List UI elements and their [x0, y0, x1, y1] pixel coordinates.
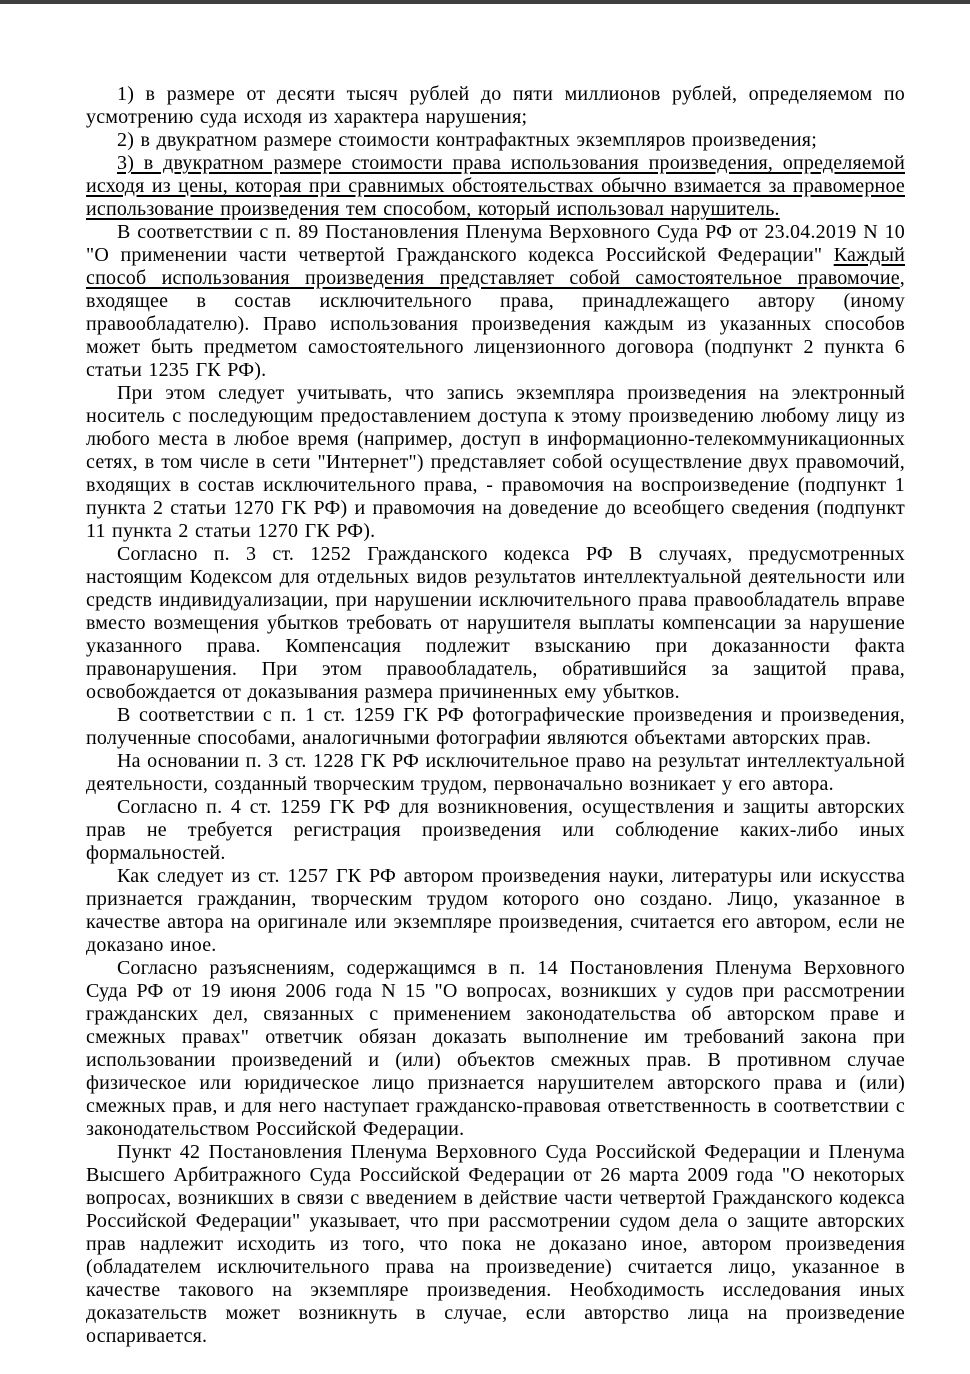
text-segment: Согласно разъяснениям, содержащимся в п. 14 Постановления Пленума Верховного Суда РФ от 19 июня 2006 года N 15 "О вопросах, возникших у судов при рассмотрении гражданских дел, связанных с применением законодательства об авторском праве и смежных правах" ответчик обязан доказать выполнение им требований закона при использовании произведений и (или) объектов смежных прав. В противном случае физическое или юридическое лицо признается нарушителем авторского права и (или) смежных прав, и для него наступает гражданско-правовая ответственность в соответствии с законодательством Российской Федерации. [86, 957, 905, 1140]
document-text [86, 83, 905, 1348]
underlined-text-segment: 3) в двукратном размере стоимости права использования произведения, определяемой исходя из цены, которая при сравнимых обстоятельствах обычно взимается за правомерное использование произведения тем способом, который использовал нарушитель. [86, 152, 905, 220]
top-border-bar [0, 0, 970, 4]
paragraph-art-1259-p4 [86, 796, 905, 865]
text-segment: На основании п. 3 ст. 1228 ГК РФ исключительное право на результат интеллектуальной деятельности, созданный творческим трудом, первоначально возникает у его автора. [86, 750, 905, 795]
text-segment: Пункт 42 Постановления Пленума Верховного Суда Российской Федерации и Пленума Высшего Арбитражного Суда Российской Федерации от 26 марта 2009 года "О некоторых вопросах, возникших в связи с введением в действие части четвертой Гражданского кодекса Российской Федерации" указывает, что при рассмотрении судом дела о защите авторских прав надлежит исходить из того, что пока не доказано иное, автором произведения (обладателем исключительного права на произведение) считается лицо, указанное в качестве такового на экземпляре произведения. Необходимость исследования иных доказательств может возникнуть в случае, если авторство лица на произведение оспаривается. [86, 1141, 905, 1347]
paragraph-art-1252 [86, 543, 905, 704]
list-item-2 [86, 129, 905, 152]
list-item-1 [86, 83, 905, 129]
text-segment: , входящее в состав исключительного права, принадлежащего автору (иному правообладателю). Право использования произведения каждым из указанных способов может быть предметом самостоятельного лицензионного договора (подпункт 2 пункта 6 статьи 1235 ГК РФ). [86, 267, 905, 381]
paragraph-electronic-copy [86, 382, 905, 543]
paragraph-art-1257 [86, 865, 905, 957]
paragraph-plenum-89 [86, 221, 905, 382]
paragraph-point-42 [86, 1141, 905, 1348]
list-item-3 [86, 152, 905, 221]
text-segment: При этом следует учитывать, что запись экземпляра произведения на электронный носитель с последующим предоставлением доступа к этому произведению любому лицу из любого места в любое время (например, доступ в информационно-телекоммуникационных сетях, в том числе в сети "Интернет") представляет собой осуществление двух правомочий, входящих в состав исключительного права, - правомочия на воспроизведение (подпункт 1 пункта 2 статьи 1270 ГК РФ) и правомочия на доведение до всеобщего сведения (подпункт 11 пункта 2 статьи 1270 ГК РФ). [86, 382, 905, 542]
text-segment: Согласно п. 3 ст. 1252 Гражданского кодекса РФ В случаях, предусмотренных настоящим Кодексом для отдельных видов результатов интеллектуальной деятельности или средств индивидуализации, при нарушении исключительного права правообладатель вправе вместо возмещения убытков требовать от нарушителя выплаты компенсации за нарушение указанного права. Компенсация подлежит взысканию при доказанности факта правонарушения. При этом правообладатель, обратившийся за защитой права, освобождается от доказывания размера причиненных ему убытков. [86, 543, 905, 703]
paragraph-art-1228 [86, 750, 905, 796]
text-segment: 2) в двукратном размере стоимости контрафактных экземпляров произведения; [117, 129, 817, 151]
text-segment: 1) в размере от десяти тысяч рублей до пяти миллионов рублей, определяемом по усмотрению суда исходя из характера нарушения; [86, 83, 905, 128]
paragraph-art-1259-p1 [86, 704, 905, 750]
text-segment: Согласно п. 4 ст. 1259 ГК РФ для возникновения, осуществления и защиты авторских прав не требуется регистрация произведения или соблюдение каких-либо иных формальностей. [86, 796, 905, 864]
text-segment: В соответствии с п. 89 Постановления Пленума Верховного Суда РФ от 23.04.2019 N 10 "О применении части четвертой Гражданского кодекса Российской Федерации" [86, 221, 905, 266]
paragraph-plenum-14 [86, 957, 905, 1141]
text-segment: В соответствии с п. 1 ст. 1259 ГК РФ фотографические произведения и произведения, полученные способами, аналогичными фотографии являются объектами авторских прав. [86, 704, 905, 749]
text-segment: Как следует из ст. 1257 ГК РФ автором произведения науки, литературы или искусства признается гражданин, творческим трудом которого оно создано. Лицо, указанное в качестве автора на оригинале или экземпляре произведения, считается его автором, если не доказано иное. [86, 865, 905, 956]
underlined-text-segment: Каждый способ использования произведения представляет собой самостоятельное правомочие [86, 244, 905, 289]
